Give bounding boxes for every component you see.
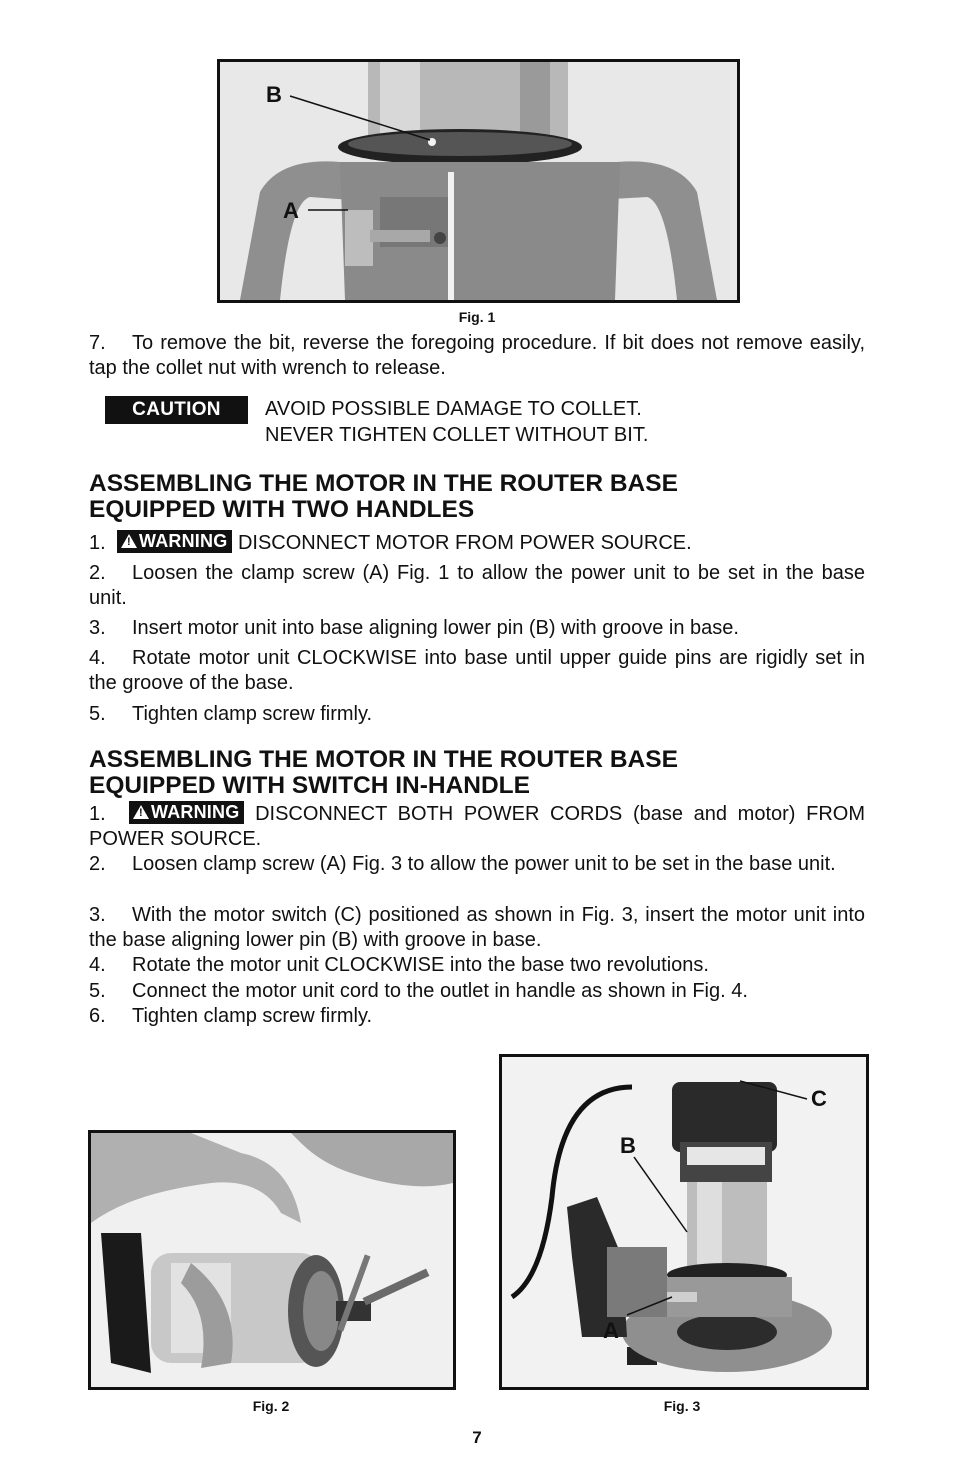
warning-triangle-icon: ! <box>133 805 149 819</box>
caution-badge: CAUTION <box>105 396 248 424</box>
step-number: 2. <box>89 562 106 584</box>
warning-badge-label: WARNING <box>139 531 228 551</box>
section-2-step-5 <box>89 979 865 1004</box>
figure-1-photo <box>217 59 740 303</box>
figure-2-photo <box>88 1130 456 1390</box>
section-2-heading-line-1: ASSEMBLING THE MOTOR IN THE ROUTER BASE <box>89 746 678 773</box>
step-text: Insert motor unit into base aligning lower pin (B) with groove in base. <box>132 617 739 639</box>
warning-badge <box>117 530 232 553</box>
step-number: 5. <box>89 980 106 1002</box>
step-number: 7. <box>89 332 106 354</box>
step-number: 1. <box>89 803 106 825</box>
fig3-callout-c: C <box>811 1086 827 1111</box>
step-text: DISCONNECT MOTOR FROM POWER SOURCE. <box>237 532 692 554</box>
step-number: 3. <box>89 904 106 926</box>
section-1-heading-line-1: ASSEMBLING THE MOTOR IN THE ROUTER BASE <box>89 470 678 497</box>
caution-line-2: NEVER TIGHTEN COLLET WITHOUT BIT. <box>265 424 649 446</box>
section-1-heading <box>89 471 869 523</box>
section-2-step-3 <box>89 903 865 953</box>
section-2-step-2 <box>89 852 865 877</box>
fig1-callout-a: A <box>283 198 299 223</box>
step-text: Tighten clamp screw firmly. <box>132 703 373 725</box>
fig3-callout-b: B <box>620 1133 636 1158</box>
fig3-callout-a: A <box>603 1318 619 1343</box>
router-base-illustration <box>220 62 737 300</box>
step-text: Loosen clamp screw (A) Fig. 3 to allow the power unit to be set in the base unit. <box>132 853 836 875</box>
fig1-caption: Fig. 1 <box>458 309 496 325</box>
step-text: Loosen the clamp screw (A) Fig. 1 to allow the power unit to be set in the base unit. <box>89 562 865 609</box>
section-2-step-4 <box>89 953 865 978</box>
section-1-step-1 <box>89 530 865 556</box>
section-2-step-1 <box>89 801 865 852</box>
step-number: 6. <box>89 1005 106 1027</box>
warning-triangle-icon: ! <box>121 534 137 548</box>
section-2-step-6 <box>89 1004 865 1029</box>
step-text: Tighten clamp screw firmly. <box>132 1005 373 1027</box>
section-1-step-4 <box>89 646 865 696</box>
step-text: Rotate motor unit CLOCKWISE into base until upper guide pins are rigidly set in the groove of the base. <box>89 647 865 694</box>
fig2-caption: Fig. 2 <box>252 1398 290 1414</box>
section-1-heading-line-2: EQUIPPED WITH TWO HANDLES <box>89 496 475 523</box>
warning-badge-label: WARNING <box>151 802 240 822</box>
step-text: With the motor switch (C) positioned as shown in Fig. 3, insert the motor unit into the base aligning lower pin (B) with groove in base. <box>89 904 865 951</box>
warning-badge <box>129 801 244 824</box>
step-number: 4. <box>89 647 106 669</box>
fig1-callout-b: B <box>266 82 282 107</box>
caution-line-1: AVOID POSSIBLE DAMAGE TO COLLET. <box>265 398 642 420</box>
step-number: 3. <box>89 617 106 639</box>
section-1-step-5 <box>89 702 865 727</box>
page-number: 7 <box>472 1428 482 1447</box>
fig3-caption: Fig. 3 <box>663 1398 701 1414</box>
step-text: DISCONNECT BOTH POWER CORDS (base and motor) FROM POWER SOURCE. <box>89 803 865 850</box>
step-text: Connect the motor unit cord to the outlet in handle as shown in Fig. 4. <box>132 980 748 1002</box>
step-7-paragraph <box>89 331 865 381</box>
step-text: Rotate the motor unit CLOCKWISE into the base two revolutions. <box>132 954 709 976</box>
step-number: 2. <box>89 853 106 875</box>
section-2-heading <box>89 747 869 799</box>
step-number: 4. <box>89 954 106 976</box>
step-number: 5. <box>89 703 106 725</box>
motor-insertion-illustration <box>91 1133 453 1387</box>
section-1-step-2 <box>89 561 865 611</box>
section-1-step-3 <box>89 616 865 641</box>
step-number: 1. <box>89 532 106 554</box>
step-text: To remove the bit, reverse the foregoing procedure. If bit does not remove easily, tap the collet nut with wrench to release. <box>89 332 865 379</box>
section-2-heading-line-2: EQUIPPED WITH SWITCH IN-HANDLE <box>89 772 530 799</box>
